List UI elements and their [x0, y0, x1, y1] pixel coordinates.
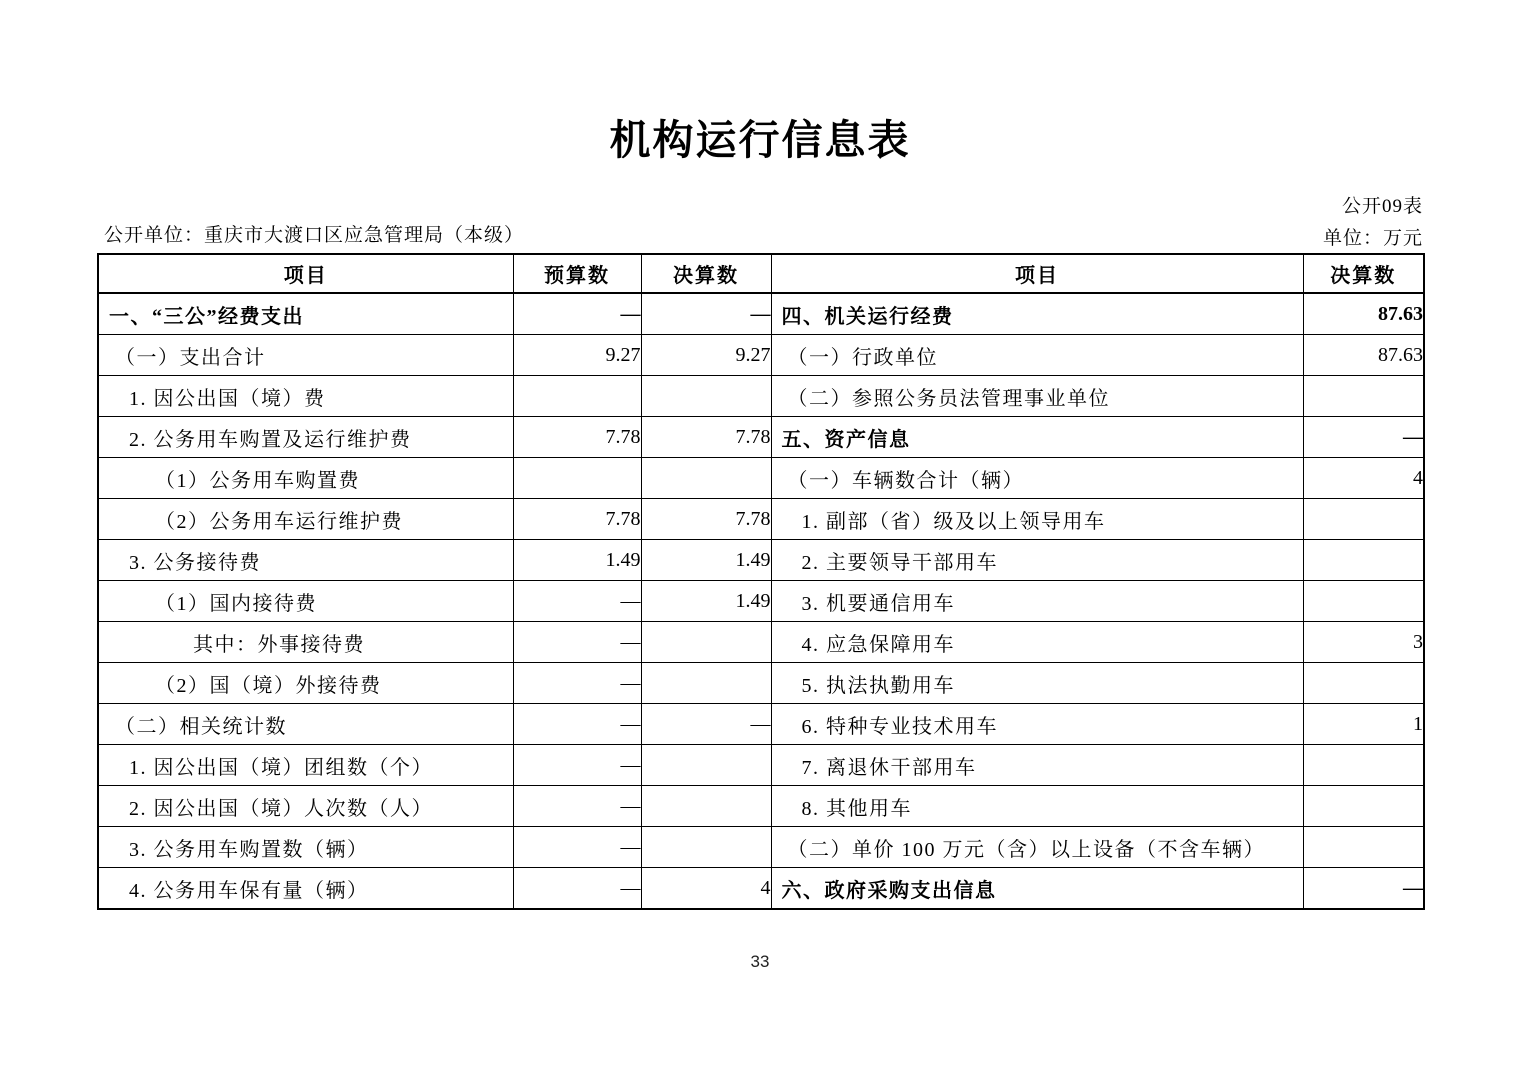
budget-cell: 1.49 [513, 540, 641, 581]
item-cell-left: 其中：外事接待费 [98, 622, 513, 663]
item-cell-left: 3. 公务用车购置数（辆） [98, 827, 513, 868]
final-cell-right: — [1303, 868, 1424, 910]
final-cell-left: 1.49 [641, 581, 771, 622]
header-final-right: 决算数 [1303, 254, 1424, 293]
final-cell-right [1303, 376, 1424, 417]
budget-cell: — [513, 786, 641, 827]
item-cell-right: 四、机关运行经费 [771, 293, 1303, 335]
page-number: 33 [750, 952, 770, 971]
budget-cell: — [513, 827, 641, 868]
table-row [98, 458, 1424, 499]
item-cell-left: 一、“三公”经费支出 [98, 293, 513, 335]
final-cell-left [641, 622, 771, 663]
final-cell-left: — [641, 293, 771, 335]
table-row [98, 868, 1424, 910]
final-cell-right: 4 [1303, 458, 1424, 499]
item-cell-right: 4. 应急保障用车 [771, 622, 1303, 663]
item-cell-right: 8. 其他用车 [771, 786, 1303, 827]
item-cell-left: （1）公务用车购置费 [98, 458, 513, 499]
final-cell-right: 87.63 [1303, 293, 1424, 335]
budget-cell: — [513, 704, 641, 745]
final-cell-right [1303, 745, 1424, 786]
final-cell-right: 3 [1303, 622, 1424, 663]
table-row [98, 581, 1424, 622]
final-cell-right [1303, 581, 1424, 622]
item-cell-left: （1）国内接待费 [98, 581, 513, 622]
item-cell-left: 4. 公务用车保有量（辆） [98, 868, 513, 910]
item-cell-right: 6. 特种专业技术用车 [771, 704, 1303, 745]
budget-cell: — [513, 581, 641, 622]
item-cell-right: （二）参照公务员法管理事业单位 [771, 376, 1303, 417]
budget-cell: — [513, 622, 641, 663]
table-row [98, 786, 1424, 827]
budget-cell: — [513, 293, 641, 335]
final-cell-right [1303, 827, 1424, 868]
header-item-right: 项目 [771, 254, 1303, 293]
table-row [98, 417, 1424, 458]
final-cell-right [1303, 499, 1424, 540]
table-row [98, 335, 1424, 376]
final-cell-left [641, 786, 771, 827]
table-row [98, 663, 1424, 704]
final-cell-left [641, 376, 771, 417]
item-cell-right: 3. 机要通信用车 [771, 581, 1303, 622]
final-cell-left: 7.78 [641, 499, 771, 540]
item-cell-right: 五、资产信息 [771, 417, 1303, 458]
item-cell-left: （一）支出合计 [98, 335, 513, 376]
table-row [98, 293, 1424, 335]
item-cell-left: 1. 因公出国（境）团组数（个） [98, 745, 513, 786]
item-cell-right: 六、政府采购支出信息 [771, 868, 1303, 910]
table-row [98, 745, 1424, 786]
table-row [98, 704, 1424, 745]
final-cell-right [1303, 663, 1424, 704]
table-row [98, 499, 1424, 540]
item-cell-left: 1. 因公出国（境）费 [98, 376, 513, 417]
final-cell-left [641, 663, 771, 704]
item-cell-left: （2）国（境）外接待费 [98, 663, 513, 704]
form-code-label: 公开09表 [1341, 196, 1423, 217]
final-cell-left [641, 745, 771, 786]
final-cell-right [1303, 540, 1424, 581]
item-cell-left: 3. 公务接待费 [98, 540, 513, 581]
header-budget: 预算数 [513, 254, 641, 293]
final-cell-left: 1.49 [641, 540, 771, 581]
item-cell-right: 2. 主要领导干部用车 [771, 540, 1303, 581]
item-cell-left: 2. 因公出国（境）人次数（人） [98, 786, 513, 827]
table-body [98, 293, 1424, 909]
budget-cell: 7.78 [513, 499, 641, 540]
item-cell-right: （一）车辆数合计（辆） [771, 458, 1303, 499]
header-final-left: 决算数 [641, 254, 771, 293]
page-title: 机构运行信息表 [609, 117, 911, 163]
item-cell-left: 2. 公务用车购置及运行维护费 [98, 417, 513, 458]
final-cell-left: 4 [641, 868, 771, 910]
table-row [98, 622, 1424, 663]
item-cell-right: （二）单价 100 万元（含）以上设备（不含车辆） [771, 827, 1303, 868]
unit-of-measure-label: 单位：万元 [1322, 228, 1423, 249]
item-cell-right: 5. 执法执勤用车 [771, 663, 1303, 704]
budget-cell: — [513, 663, 641, 704]
item-cell-left: （二）相关统计数 [98, 704, 513, 745]
final-cell-left: — [641, 704, 771, 745]
final-cell-left [641, 827, 771, 868]
publisher-label: 公开单位：重庆市大渡口区应急管理局（本级） [104, 225, 525, 246]
budget-cell: — [513, 868, 641, 910]
budget-cell: — [513, 745, 641, 786]
final-cell-right: 1 [1303, 704, 1424, 745]
item-cell-left: （2）公务用车运行维护费 [98, 499, 513, 540]
table-row [98, 827, 1424, 868]
final-cell-left [641, 458, 771, 499]
budget-cell [513, 376, 641, 417]
budget-cell [513, 458, 641, 499]
final-cell-right: — [1303, 417, 1424, 458]
final-cell-left: 7.78 [641, 417, 771, 458]
table-row [98, 376, 1424, 417]
table-header-row [98, 254, 1424, 293]
item-cell-right: 7. 离退休干部用车 [771, 745, 1303, 786]
operation-info-table [97, 253, 1425, 910]
budget-cell: 9.27 [513, 335, 641, 376]
final-cell-left: 9.27 [641, 335, 771, 376]
final-cell-right [1303, 786, 1424, 827]
final-cell-right: 87.63 [1303, 335, 1424, 376]
item-cell-right: 1. 副部（省）级及以上领导用车 [771, 499, 1303, 540]
item-cell-right: （一）行政单位 [771, 335, 1303, 376]
table-row [98, 540, 1424, 581]
header-item-left: 项目 [98, 254, 513, 293]
budget-cell: 7.78 [513, 417, 641, 458]
